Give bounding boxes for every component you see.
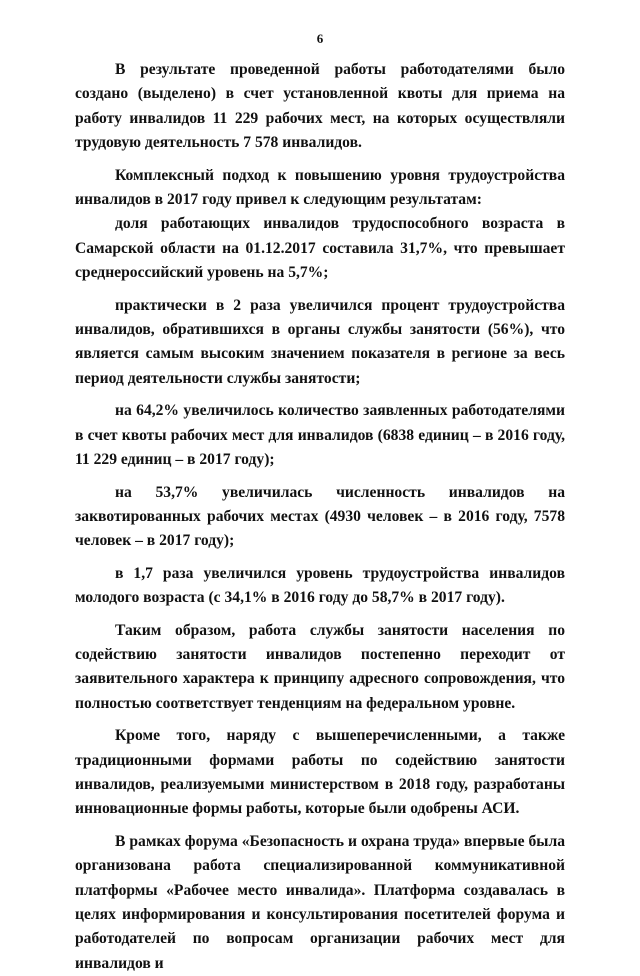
paragraph-employed-share: доля работающих инвалидов трудоспособного возраста в Самарской области на 01.12.2017 составила 31,7%, что превышает среднероссийский уровень на 5,7%;	[75, 215, 565, 282]
paragraph-conclusion: Таким образом, работа службы занятости населения по содействию занятости инвалидов постепенно переходит от заявительного характера к принципу адресного сопровождения, что полностью соответствует тенденциям на федеральном уровне.	[75, 621, 565, 712]
paragraph-young-disabled: в 1,7 раза увеличился уровень трудоустройства инвалидов молодого возраста (с 34,1% в 2016 году до 58,7% в 2017 году).	[75, 564, 565, 607]
page-number: 6	[316, 31, 324, 46]
paragraph-quota-jobs: на 64,2% увеличилось количество заявленных работодателями в счет квоты рабочих мест для инвалидов (6838 единиц – в 2016 году, 11 229 единиц – в 2017 году);	[75, 402, 565, 469]
paragraph-quota-workers: на 53,7% увеличилась численность инвалидов на заквотированных рабочих местах (4930 человек – в 2016 году, 7578 человек – в 2017 году);	[75, 483, 565, 550]
paragraph-forum-platform: В рамках форума «Безопасность и охрана труда» впервые была организована работа специализированной коммуникативной платформы «Рабочее место инвалида». Платформа создавалась в целях информирования и консультирования посетителей форума и работодателей по вопросам организации рабочих мест для инвалидов и	[75, 832, 565, 972]
document-body	[75, 58, 565, 976]
paragraph-quota-results: В результате проведенной работы работодателями было создано (выделено) в счет установленной квоты для приема на работу инвалидов 11 229 рабочих мест, на которых осуществляли трудовую деятельность 7 578 инвалидов.	[75, 61, 565, 152]
paragraph-innovative-forms: Кроме того, наряду с вышеперечисленными, а также традиционными формами работы по содействию занятости инвалидов, реализуемыми министерством в 2018 году, разработаны инновационные формы работы, которые были одобрены АСИ.	[75, 727, 565, 818]
paragraph-complex-approach: Комплексный подход к повышению уровня трудоустройства инвалидов в 2017 году привел к следующим результатам:	[75, 166, 565, 209]
paragraph-employment-rate: практически в 2 раза увеличился процент трудоустройства инвалидов, обратившихся в органы службы занятости (56%), что является самым высоким значением показателя в регионе за весь период деятельности службы занятости;	[75, 296, 565, 387]
